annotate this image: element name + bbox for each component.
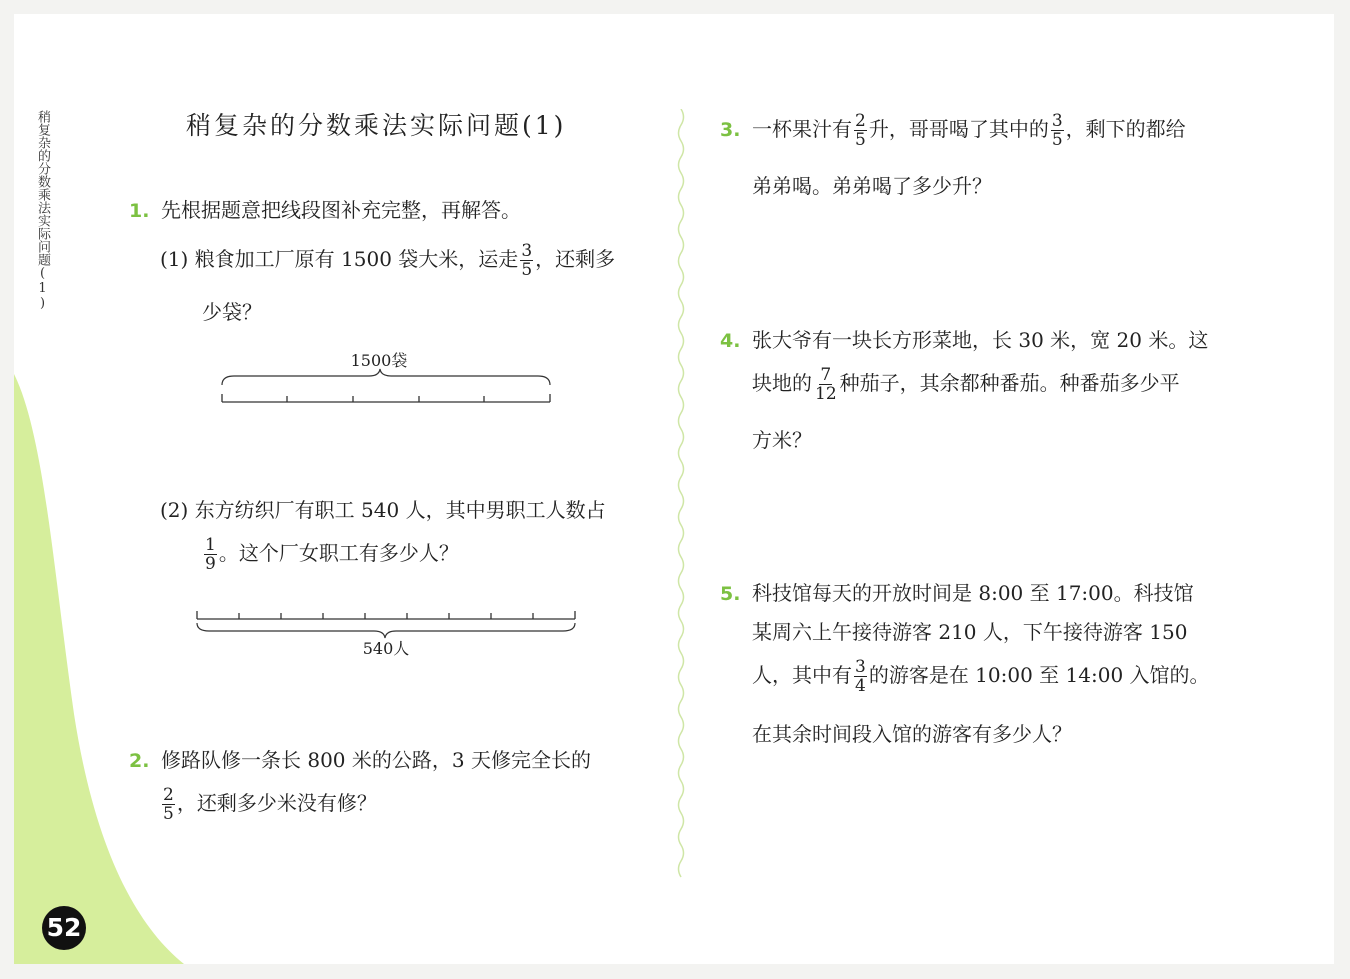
denominator: 9 (205, 554, 216, 574)
sub2-text-b: 。这个厂女职工有多少人？ (218, 541, 459, 565)
diagram-label: 540人 (362, 639, 410, 658)
problem-3-line1 (720, 112, 1186, 149)
numerator: 2 (163, 785, 174, 805)
problem-1-sub2-line2 (202, 536, 459, 573)
page-number: 52 (42, 906, 86, 950)
problem-1-intro-text: 先根据题意把线段图补充完整，再解答。 (161, 198, 521, 222)
fraction (520, 242, 533, 279)
fraction (814, 366, 838, 403)
problem-5-line1 (720, 577, 1194, 606)
sub1-text-b: ，还剩多 (535, 247, 616, 271)
p4-text-b: 块地的 (752, 371, 812, 395)
p4-text-a: 张大爷有一块长方形菜地，长 30 米，宽 20 米。这 (752, 328, 1209, 352)
problem-number: 1. (129, 200, 150, 222)
numerator: 7 (820, 365, 832, 385)
numerator: 3 (1051, 111, 1063, 131)
numerator: 3 (521, 241, 533, 261)
p3-text-a: 一杯果汁有 (752, 117, 852, 141)
problem-2-line1 (129, 744, 591, 773)
p5-text-d: 的游客是在 10:00 至 14:00 入馆的。 (868, 663, 1210, 687)
numerator: 2 (855, 111, 866, 131)
side-title: 稍复杂的分数乘法实际问题(1) (35, 110, 50, 311)
problem-5-line2: 某周六上午接待游客 210 人，下午接待游客 150 (752, 620, 1188, 644)
p3-text-b: 升，哥哥喝了其中的 (868, 117, 1049, 141)
column-divider (674, 109, 688, 889)
problem-number: 3. (720, 119, 741, 141)
segment-diagram-540[interactable] (189, 604, 584, 659)
fraction (854, 112, 867, 149)
p3-text-c: ，剩下的都给 (1065, 117, 1186, 141)
problem-number: 5. (720, 583, 741, 605)
fraction (162, 786, 175, 823)
fraction (854, 658, 867, 695)
problem-1-sub1-line1 (160, 242, 615, 279)
sub1-text-a: (1) 粮食加工厂原有 1500 袋大米，运走 (160, 247, 519, 271)
problem-4-line2 (752, 366, 1180, 403)
p5-text-a: 科技馆每天的开放时间是 8:00 至 17:00。科技馆 (752, 581, 1194, 605)
p2-text-a: 修路队修一条长 800 米的公路，3 天修完全长的 (161, 748, 591, 772)
problem-1-sub1-line2: 少袋？ (202, 300, 262, 324)
denominator: 5 (1051, 130, 1063, 150)
problem-number: 2. (129, 750, 150, 772)
fraction (1051, 112, 1064, 149)
problem-4-line1 (720, 324, 1208, 353)
fraction (204, 536, 217, 573)
workbook-page (14, 14, 1334, 964)
problem-4-line3: 方米？ (752, 428, 812, 452)
denominator: 4 (855, 676, 866, 696)
denominator: 5 (521, 260, 533, 280)
numerator: 3 (855, 657, 866, 677)
problem-5-line4: 在其余时间段入馆的游客有多少人？ (752, 722, 1072, 746)
problem-number: 4. (720, 330, 741, 352)
diagram-label: 1500袋 (350, 351, 408, 370)
problem-1-sub2-line1: (2) 东方纺织厂有职工 540 人，其中男职工人数占 (160, 498, 606, 522)
problem-3-line2: 弟弟喝。弟弟喝了多少升？ (752, 174, 992, 198)
denominator: 5 (163, 804, 174, 824)
page-title: 稍复杂的分数乘法实际问题(1) (186, 111, 567, 140)
problem-5-line3 (752, 658, 1210, 695)
segment-diagram-1500[interactable] (214, 349, 559, 409)
denominator: 5 (855, 130, 866, 150)
denominator: 12 (815, 384, 837, 404)
problem-2-line2 (160, 786, 377, 823)
numerator: 1 (205, 535, 216, 555)
problem-1-intro (129, 194, 521, 223)
p5-text-c: 人，其中有 (752, 663, 852, 687)
p2-text-b: ，还剩多少米没有修？ (176, 791, 377, 815)
p4-text-c: 种茄子，其余都种番茄。种番茄多少平 (839, 371, 1180, 395)
